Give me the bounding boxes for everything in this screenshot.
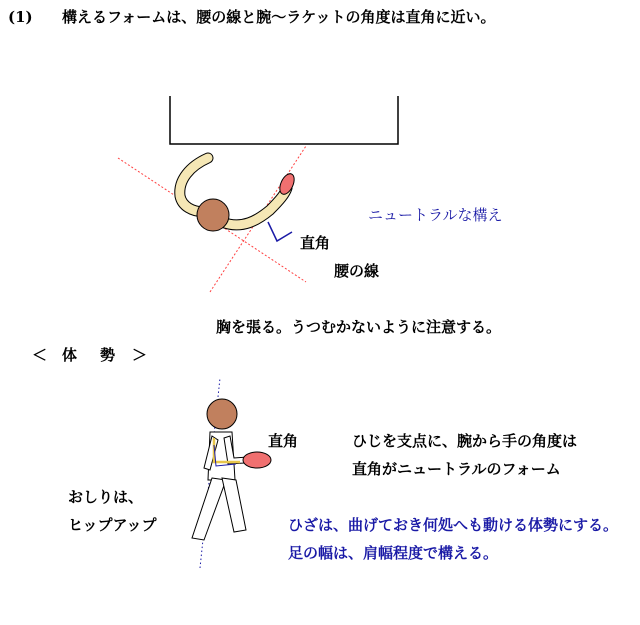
head-top-view	[197, 199, 229, 231]
hip-note-line2: ヒップアップ	[68, 516, 157, 534]
feet-note: 足の幅は、肩幅程度で構える。	[288, 544, 499, 562]
elbow-note-line1: ひじを支点に、腕から手の角度は	[352, 432, 578, 450]
section-close-bracket: ＞	[132, 346, 148, 364]
heading-number: (1)	[8, 8, 33, 26]
waist-line-label: 腰の線	[334, 262, 380, 280]
elbow-note-line2: 直角がニュートラルのフォーム	[352, 460, 561, 478]
hip-note-line1: おしりは、	[68, 488, 144, 506]
table-outline	[170, 96, 398, 144]
right-angle-mark-top	[268, 222, 292, 241]
heading-text: 構えるフォームは、腰の線と腕～ラケットの角度は直角に近い。	[62, 8, 496, 26]
section-title-char2: 勢	[100, 346, 116, 364]
body-outline	[192, 432, 262, 540]
section-title-char1: 体	[62, 346, 78, 364]
chest-caption: 胸を張る。うつむかないように注意する。	[216, 318, 502, 336]
knee-note: ひざは、曲げておき何処へも動ける体勢にする。	[288, 516, 619, 534]
right-angle-label-top: 直角	[300, 234, 331, 252]
neutral-label: ニュートラルな構え	[368, 206, 503, 224]
right-angle-label-posture: 直角	[268, 432, 299, 450]
racket-side-view	[243, 452, 271, 468]
section-open-bracket: ＜	[32, 346, 48, 364]
head-side-view	[207, 399, 237, 429]
